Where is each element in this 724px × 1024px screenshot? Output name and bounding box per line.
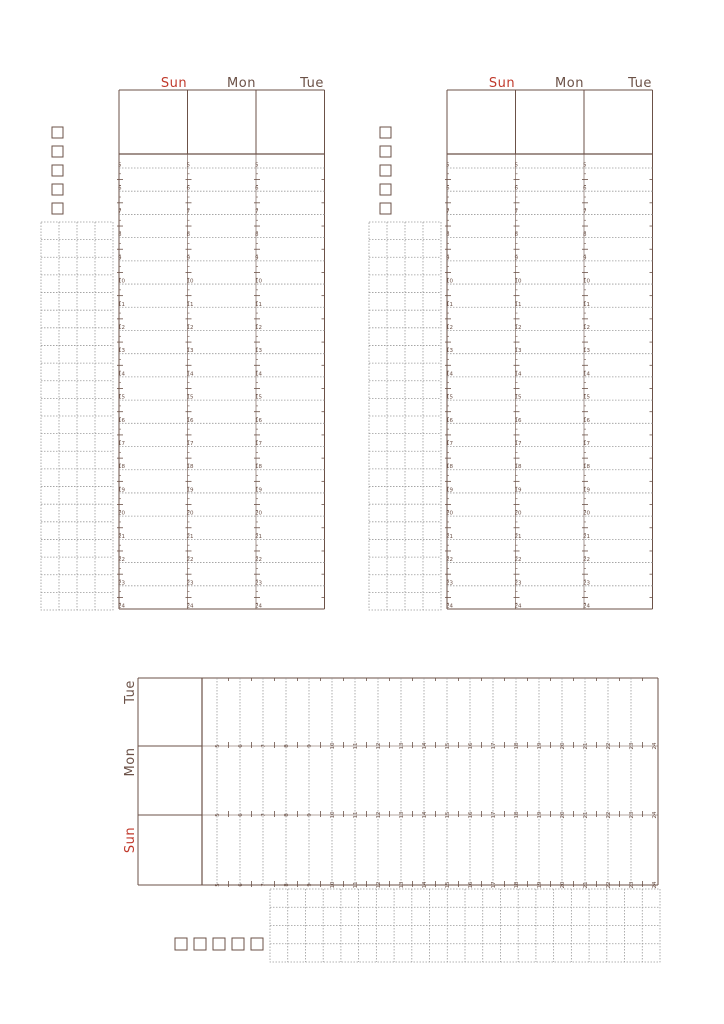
hour-label: 9 [307, 813, 313, 817]
hour-label: 7 [514, 208, 518, 215]
hour-label: 23 [514, 580, 522, 587]
day-label-tue: Tue [123, 680, 138, 704]
hour-label: 8 [284, 813, 290, 817]
hour-label: 16 [118, 417, 125, 424]
hour-label: 11 [446, 301, 453, 308]
hour-label: 14 [422, 742, 428, 750]
hour-label: 20 [118, 510, 125, 517]
hour-label: 22 [606, 742, 612, 750]
hour-label: 23 [118, 580, 125, 587]
hour-label: 13 [583, 348, 590, 355]
hour-label: 13 [118, 348, 125, 355]
hour-label: 20 [583, 510, 590, 517]
hour-label: 17 [583, 441, 590, 448]
hour-label: 17 [491, 742, 497, 750]
hour-label: 5 [118, 162, 122, 169]
hour-label: 24 [652, 742, 658, 750]
hour-label: 12 [118, 324, 125, 331]
hour-label: 12 [186, 324, 194, 331]
hour-label: 17 [514, 441, 522, 448]
hour-label: 22 [514, 557, 522, 564]
hour-label: 21 [583, 533, 590, 540]
hour-label: 18 [255, 464, 262, 471]
hour-label: 13 [399, 881, 405, 889]
hour-label: 11 [353, 742, 359, 750]
hour-label: 17 [491, 881, 497, 889]
hour-label: 23 [629, 742, 635, 750]
horizontal-planner-bottom [123, 678, 660, 962]
hour-label: 18 [514, 811, 520, 819]
hour-label: 16 [468, 811, 474, 819]
day-label-sun: Sun [488, 76, 516, 91]
checkbox [380, 165, 391, 176]
hour-label: 15 [445, 881, 451, 889]
hour-label: 17 [186, 441, 194, 448]
hour-label: 21 [118, 533, 125, 540]
hour-label: 18 [118, 464, 125, 471]
hour-label: 6 [446, 185, 450, 192]
hour-label: 19 [186, 487, 194, 494]
hour-label: 21 [583, 811, 589, 819]
hour-label: 18 [514, 464, 522, 471]
hour-label: 5 [583, 162, 587, 169]
hour-label: 6 [238, 744, 244, 748]
hour-label: 22 [606, 881, 612, 889]
hour-label: 10 [255, 278, 262, 285]
hour-label: 8 [583, 232, 587, 239]
checkbox [52, 127, 63, 138]
checkbox [251, 938, 263, 950]
hour-label: 15 [186, 394, 194, 401]
hour-label: 9 [186, 255, 190, 262]
hour-label: 11 [186, 301, 194, 308]
hour-label: 16 [186, 417, 194, 424]
checkbox [380, 127, 391, 138]
hour-label: 14 [446, 371, 453, 378]
day-label-mon: Mon [555, 76, 584, 91]
day-label-tue: Tue [628, 76, 652, 91]
vertical-planner-right [369, 76, 653, 610]
hour-label: 8 [284, 744, 290, 748]
hour-label: 20 [514, 510, 522, 517]
hour-label: 13 [186, 348, 194, 355]
hour-label: 22 [606, 811, 612, 819]
hour-label: 10 [186, 278, 194, 285]
hour-label: 17 [118, 441, 125, 448]
hour-label: 11 [255, 301, 262, 308]
hour-label: 17 [491, 811, 497, 819]
checkbox [380, 146, 391, 157]
checkbox [380, 203, 391, 214]
hour-label: 15 [118, 394, 125, 401]
hour-label: 14 [422, 811, 428, 819]
day-label-mon: Mon [123, 747, 138, 777]
hour-label: 14 [186, 371, 194, 378]
hour-label: 16 [446, 417, 453, 424]
hour-label: 9 [583, 255, 587, 262]
hour-label: 7 [583, 208, 587, 215]
hour-label: 17 [446, 441, 453, 448]
hour-label: 24 [255, 603, 262, 610]
hour-label: 16 [468, 881, 474, 889]
hour-label: 12 [514, 324, 522, 331]
hour-label: 10 [446, 278, 453, 285]
checkbox [52, 203, 63, 214]
hour-label: 24 [446, 603, 453, 610]
hour-label: 23 [446, 580, 453, 587]
hour-label: 8 [255, 232, 259, 239]
hour-label: 7 [255, 208, 259, 215]
hour-label: 8 [284, 883, 290, 887]
checkbox [52, 184, 63, 195]
hour-label: 11 [583, 301, 590, 308]
hour-label: 13 [399, 811, 405, 819]
checkbox [213, 938, 225, 950]
hour-label: 9 [514, 255, 518, 262]
checkbox [52, 146, 63, 157]
hour-label: 12 [583, 324, 590, 331]
hour-label: 20 [186, 510, 194, 517]
hour-label: 20 [560, 881, 566, 889]
checkbox [232, 938, 244, 950]
hour-label: 12 [376, 742, 382, 750]
hour-label: 5 [446, 162, 450, 169]
hour-label: 9 [307, 883, 313, 887]
hour-label: 19 [537, 811, 543, 819]
hour-label: 22 [186, 557, 194, 564]
hour-label: 22 [118, 557, 125, 564]
hour-label: 14 [255, 371, 262, 378]
hour-label: 24 [652, 881, 658, 889]
hour-label: 6 [118, 185, 122, 192]
hour-label: 16 [514, 417, 522, 424]
day-label-mon: Mon [227, 76, 256, 91]
hour-label: 7 [446, 208, 450, 215]
hour-label: 9 [255, 255, 259, 262]
hour-label: 13 [255, 348, 262, 355]
hour-label: 18 [446, 464, 453, 471]
hour-label: 19 [446, 487, 453, 494]
hour-label: 23 [255, 580, 262, 587]
hour-label: 21 [186, 533, 194, 540]
hour-label: 6 [238, 813, 244, 817]
checkbox [52, 165, 63, 176]
checkbox [175, 938, 187, 950]
hour-label: 7 [118, 208, 122, 215]
hour-label: 11 [353, 811, 359, 819]
hour-label: 18 [186, 464, 194, 471]
hour-label: 23 [186, 580, 194, 587]
vertical-planner-left [41, 76, 325, 610]
hour-label: 16 [583, 417, 590, 424]
hour-label: 15 [445, 811, 451, 819]
hour-label: 11 [353, 881, 359, 889]
hour-label: 19 [514, 487, 522, 494]
hour-label: 24 [186, 603, 194, 610]
hour-label: 18 [583, 464, 590, 471]
hour-label: 6 [186, 185, 190, 192]
hour-label: 24 [118, 603, 125, 610]
hour-label: 21 [446, 533, 453, 540]
hour-label: 15 [514, 394, 522, 401]
hour-label: 7 [261, 744, 267, 748]
hour-label: 20 [560, 742, 566, 750]
hour-label: 5 [215, 813, 221, 817]
hour-label: 12 [446, 324, 453, 331]
hour-label: 10 [118, 278, 125, 285]
hour-label: 14 [118, 371, 125, 378]
checkbox [194, 938, 206, 950]
hour-label: 15 [445, 742, 451, 750]
hour-label: 8 [118, 232, 122, 239]
hour-label: 19 [583, 487, 590, 494]
hour-label: 10 [330, 742, 336, 750]
hour-label: 21 [255, 533, 262, 540]
hour-label: 23 [583, 580, 590, 587]
hour-label: 7 [261, 813, 267, 817]
hour-label: 5 [255, 162, 259, 169]
hour-label: 22 [446, 557, 453, 564]
hour-label: 13 [514, 348, 522, 355]
hour-label: 13 [446, 348, 453, 355]
day-label-sun: Sun [123, 826, 138, 854]
hour-label: 16 [255, 417, 262, 424]
hour-label: 22 [583, 557, 590, 564]
hour-label: 14 [422, 881, 428, 889]
hour-label: 22 [255, 557, 262, 564]
hour-label: 10 [330, 811, 336, 819]
hour-label: 5 [514, 162, 518, 169]
hour-label: 19 [537, 881, 543, 889]
hour-label: 6 [238, 883, 244, 887]
hour-label: 23 [629, 881, 635, 889]
hour-label: 6 [255, 185, 259, 192]
hour-label: 15 [583, 394, 590, 401]
hour-label: 23 [629, 811, 635, 819]
hour-label: 21 [514, 533, 522, 540]
hour-label: 14 [514, 371, 522, 378]
hour-label: 11 [118, 301, 125, 308]
hour-label: 8 [446, 232, 450, 239]
hour-label: 19 [537, 742, 543, 750]
hour-label: 19 [118, 487, 125, 494]
hour-label: 11 [514, 301, 522, 308]
hour-label: 13 [399, 742, 405, 750]
day-label-sun: Sun [160, 76, 188, 91]
hour-label: 7 [186, 208, 190, 215]
hour-label: 5 [186, 162, 190, 169]
hour-label: 24 [652, 811, 658, 819]
hour-label: 12 [255, 324, 262, 331]
hour-label: 7 [261, 883, 267, 887]
hour-label: 18 [514, 742, 520, 750]
hour-label: 15 [255, 394, 262, 401]
hour-label: 8 [186, 232, 190, 239]
hour-label: 6 [514, 185, 518, 192]
hour-label: 18 [514, 881, 520, 889]
hour-label: 10 [514, 278, 522, 285]
hour-label: 9 [118, 255, 122, 262]
hour-label: 14 [583, 371, 590, 378]
hour-label: 8 [514, 232, 518, 239]
hour-label: 9 [307, 744, 313, 748]
hour-label: 9 [446, 255, 450, 262]
day-label-tue: Tue [300, 76, 324, 91]
hour-label: 21 [583, 881, 589, 889]
hour-label: 16 [468, 742, 474, 750]
hour-label: 15 [446, 394, 453, 401]
hour-label: 5 [215, 883, 221, 887]
checkbox [380, 184, 391, 195]
hour-label: 12 [376, 811, 382, 819]
hour-label: 20 [255, 510, 262, 517]
hour-label: 6 [583, 185, 587, 192]
hour-label: 12 [376, 881, 382, 889]
hour-label: 20 [446, 510, 453, 517]
hour-label: 10 [330, 881, 336, 889]
hour-label: 17 [255, 441, 262, 448]
hour-label: 21 [583, 742, 589, 750]
hour-label: 20 [560, 811, 566, 819]
hour-label: 10 [583, 278, 590, 285]
hour-label: 19 [255, 487, 262, 494]
hour-label: 24 [583, 603, 590, 610]
hour-label: 24 [514, 603, 522, 610]
hour-label: 5 [215, 744, 221, 748]
